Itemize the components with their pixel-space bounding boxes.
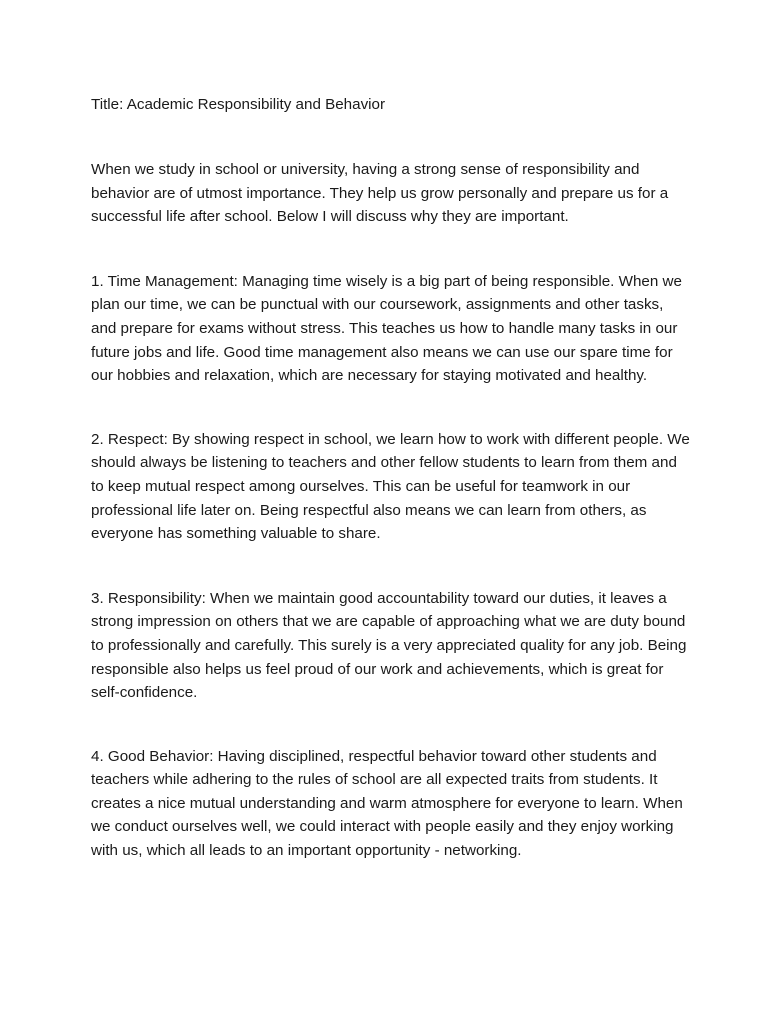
- document-body: [91, 93, 691, 863]
- section-good-behavior: 4. Good Behavior: Having disciplined, respectful behavior toward other students and teachers while adhering to the rules of school are all expected traits from students. It creates a nice mutual understanding and warm atmosphere for everyone to learn. When we conduct ourselves well, we could interact with people easily and they enjoy working with us, which all leads to an important opportunity - networking.: [91, 747, 683, 860]
- intro-paragraph: When we study in school or university, having a strong sense of responsibility and behavior are of utmost importance. They help us grow personally and prepare us for a successful life after school. Below I will discuss why they are important.: [91, 161, 669, 226]
- section-responsibility: 3. Responsibility: When we maintain good accountability toward our duties, it leaves a strong impression on others that we are capable of approaching what we are duty bound to professionally and carefully. This surely is a very appreciated quality for any job. Being responsible also helps us feel proud of our work and achievements, which is great for self-confidence.: [91, 589, 687, 702]
- section-time-management: 1. Time Management: Managing time wisely is a big part of being responsible. When we plan our time, we can be punctual with our coursework, assignments and other tasks, and prepare for exams without stress. This teaches us how to handle many tasks in our future jobs and life. Good time management also means we can use our spare time for our hobbies and relaxation, which are necessary for staying motivated and healthy.: [91, 272, 682, 385]
- document-title: Title: Academic Responsibility and Behavior: [91, 96, 386, 113]
- section-respect: 2. Respect: By showing respect in school, we learn how to work with different people. We should always be listening to teachers and other fellow students to learn from them and to keep mutual respect among ourselves. This can be useful for teamwork in our professional life later on. Being respectful also means we can learn from others, as everyone has something valuable to share.: [91, 430, 690, 543]
